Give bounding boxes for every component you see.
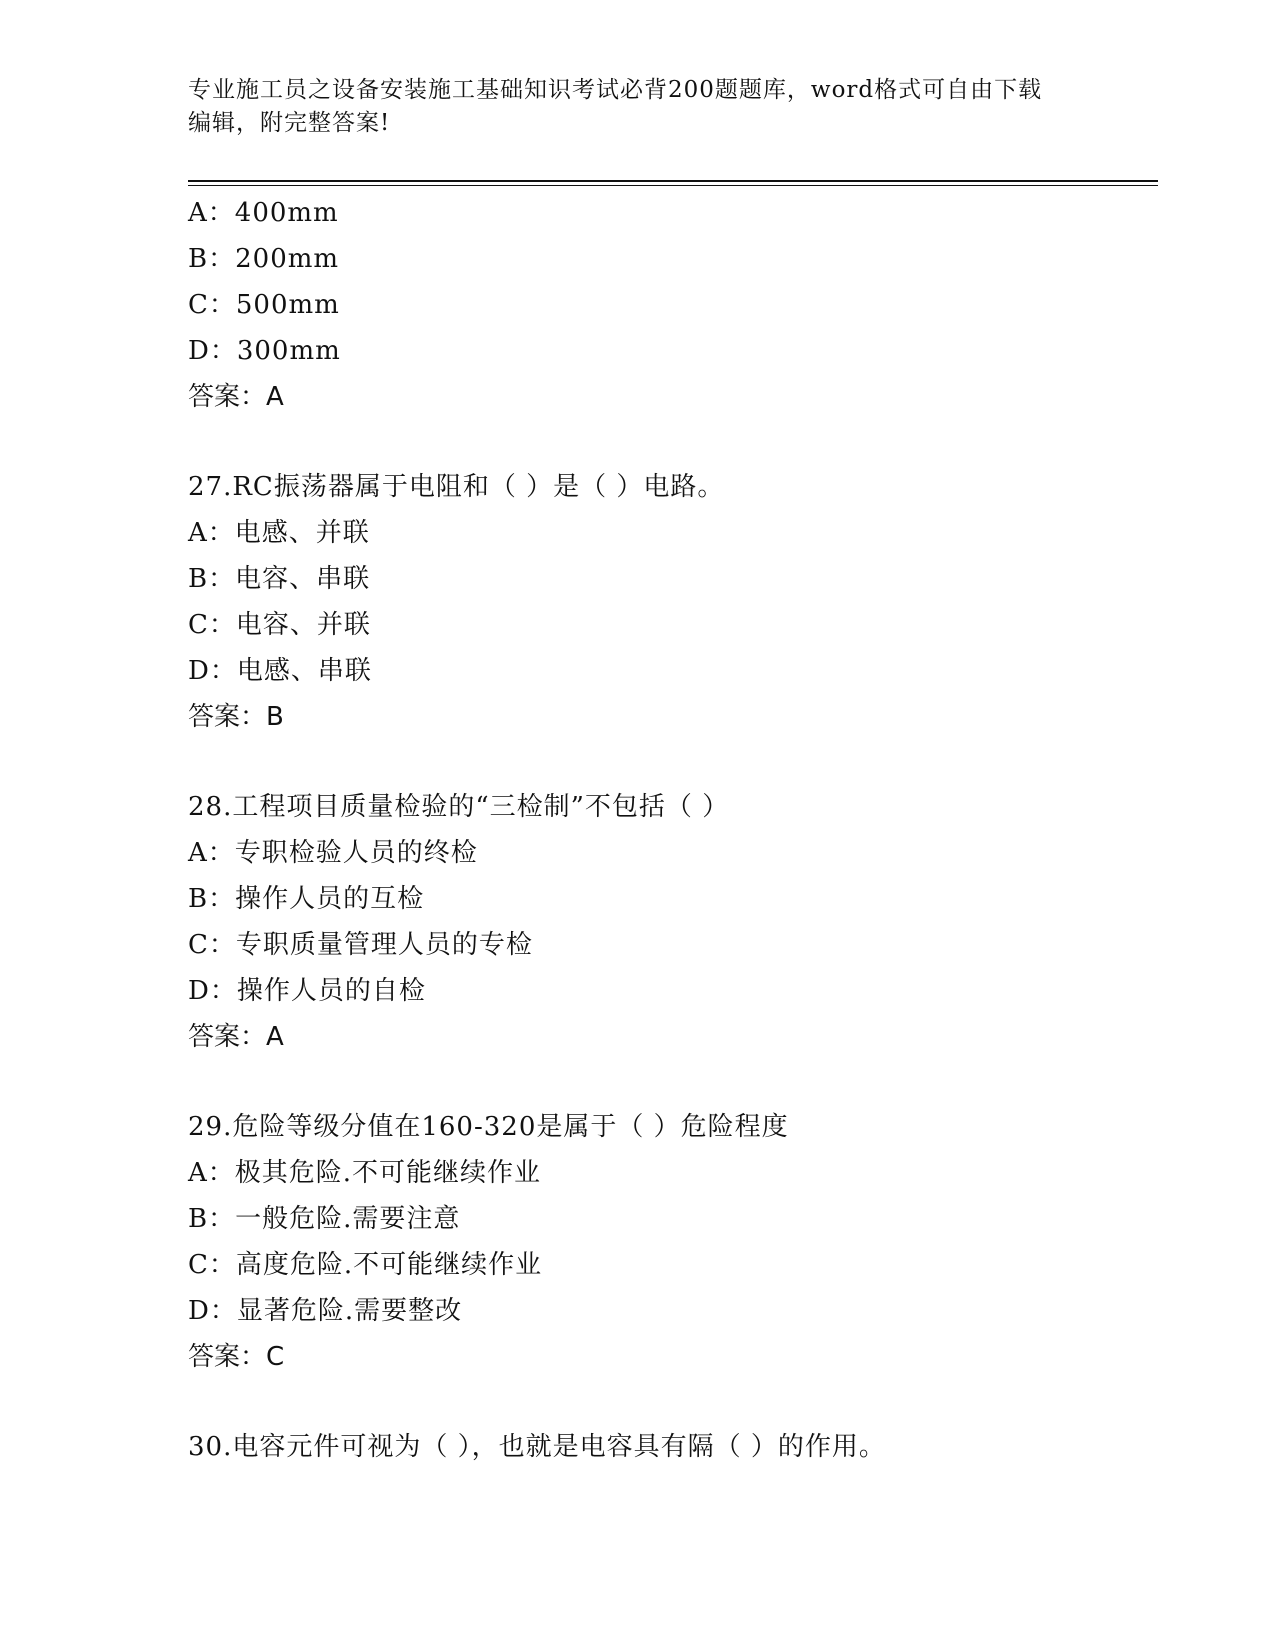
option-c: C：电容、并联 [188,610,371,640]
question-block-28 [188,784,1138,1060]
option-a: A：电感、并联 [188,518,370,548]
header-line-1: 专业施工员之设备安装施工基础知识考试必背200题题库，word格式可自由下载 [188,77,1043,103]
question-text: 30.电容元件可视为（ ），也就是电容具有隔（ ）的作用。 [188,1432,886,1462]
option-d: D：电感、串联 [188,656,372,686]
document-header [188,74,1088,140]
option-b: B：一般危险.需要注意 [188,1204,461,1234]
question-text: 29.危险等级分值在160-320是属于（ ）危险程度 [188,1112,789,1142]
question-list [188,190,1138,1514]
option-c: C：专职质量管理人员的专检 [188,930,533,960]
option-b: B：电容、串联 [188,564,371,594]
header-divider-thick [188,180,1158,182]
header-divider-thin [188,185,1158,186]
option-b: B：操作人员的互检 [188,884,425,914]
answer-line: 答案：A [188,1022,284,1052]
option-d: D：显著危险.需要整改 [188,1296,463,1326]
option-c: C：500mm [188,290,340,320]
option-a: A：专职检验人员的终检 [188,838,478,868]
question-text: 27.RC振荡器属于电阻和（ ）是（ ）电路。 [188,472,725,502]
option-a: A：400mm [188,198,339,228]
question-block-29 [188,1104,1138,1380]
question-block-30 [188,1424,1138,1470]
option-c: C：高度危险.不可能继续作业 [188,1250,543,1280]
question-block-27 [188,464,1138,740]
question-text: 28.工程项目质量检验的“三检制”不包括（ ） [188,792,730,822]
option-d: D：300mm [188,336,341,366]
header-line-2: 编辑，附完整答案! [188,110,391,136]
option-a: A：极其危险.不可能继续作业 [188,1158,542,1188]
answer-line: 答案：A [188,382,284,412]
question-block-26 [188,190,1138,420]
answer-line: 答案：B [188,702,284,732]
answer-line: 答案：C [188,1342,285,1372]
option-b: B：200mm [188,244,340,274]
option-d: D：操作人员的自检 [188,976,426,1006]
